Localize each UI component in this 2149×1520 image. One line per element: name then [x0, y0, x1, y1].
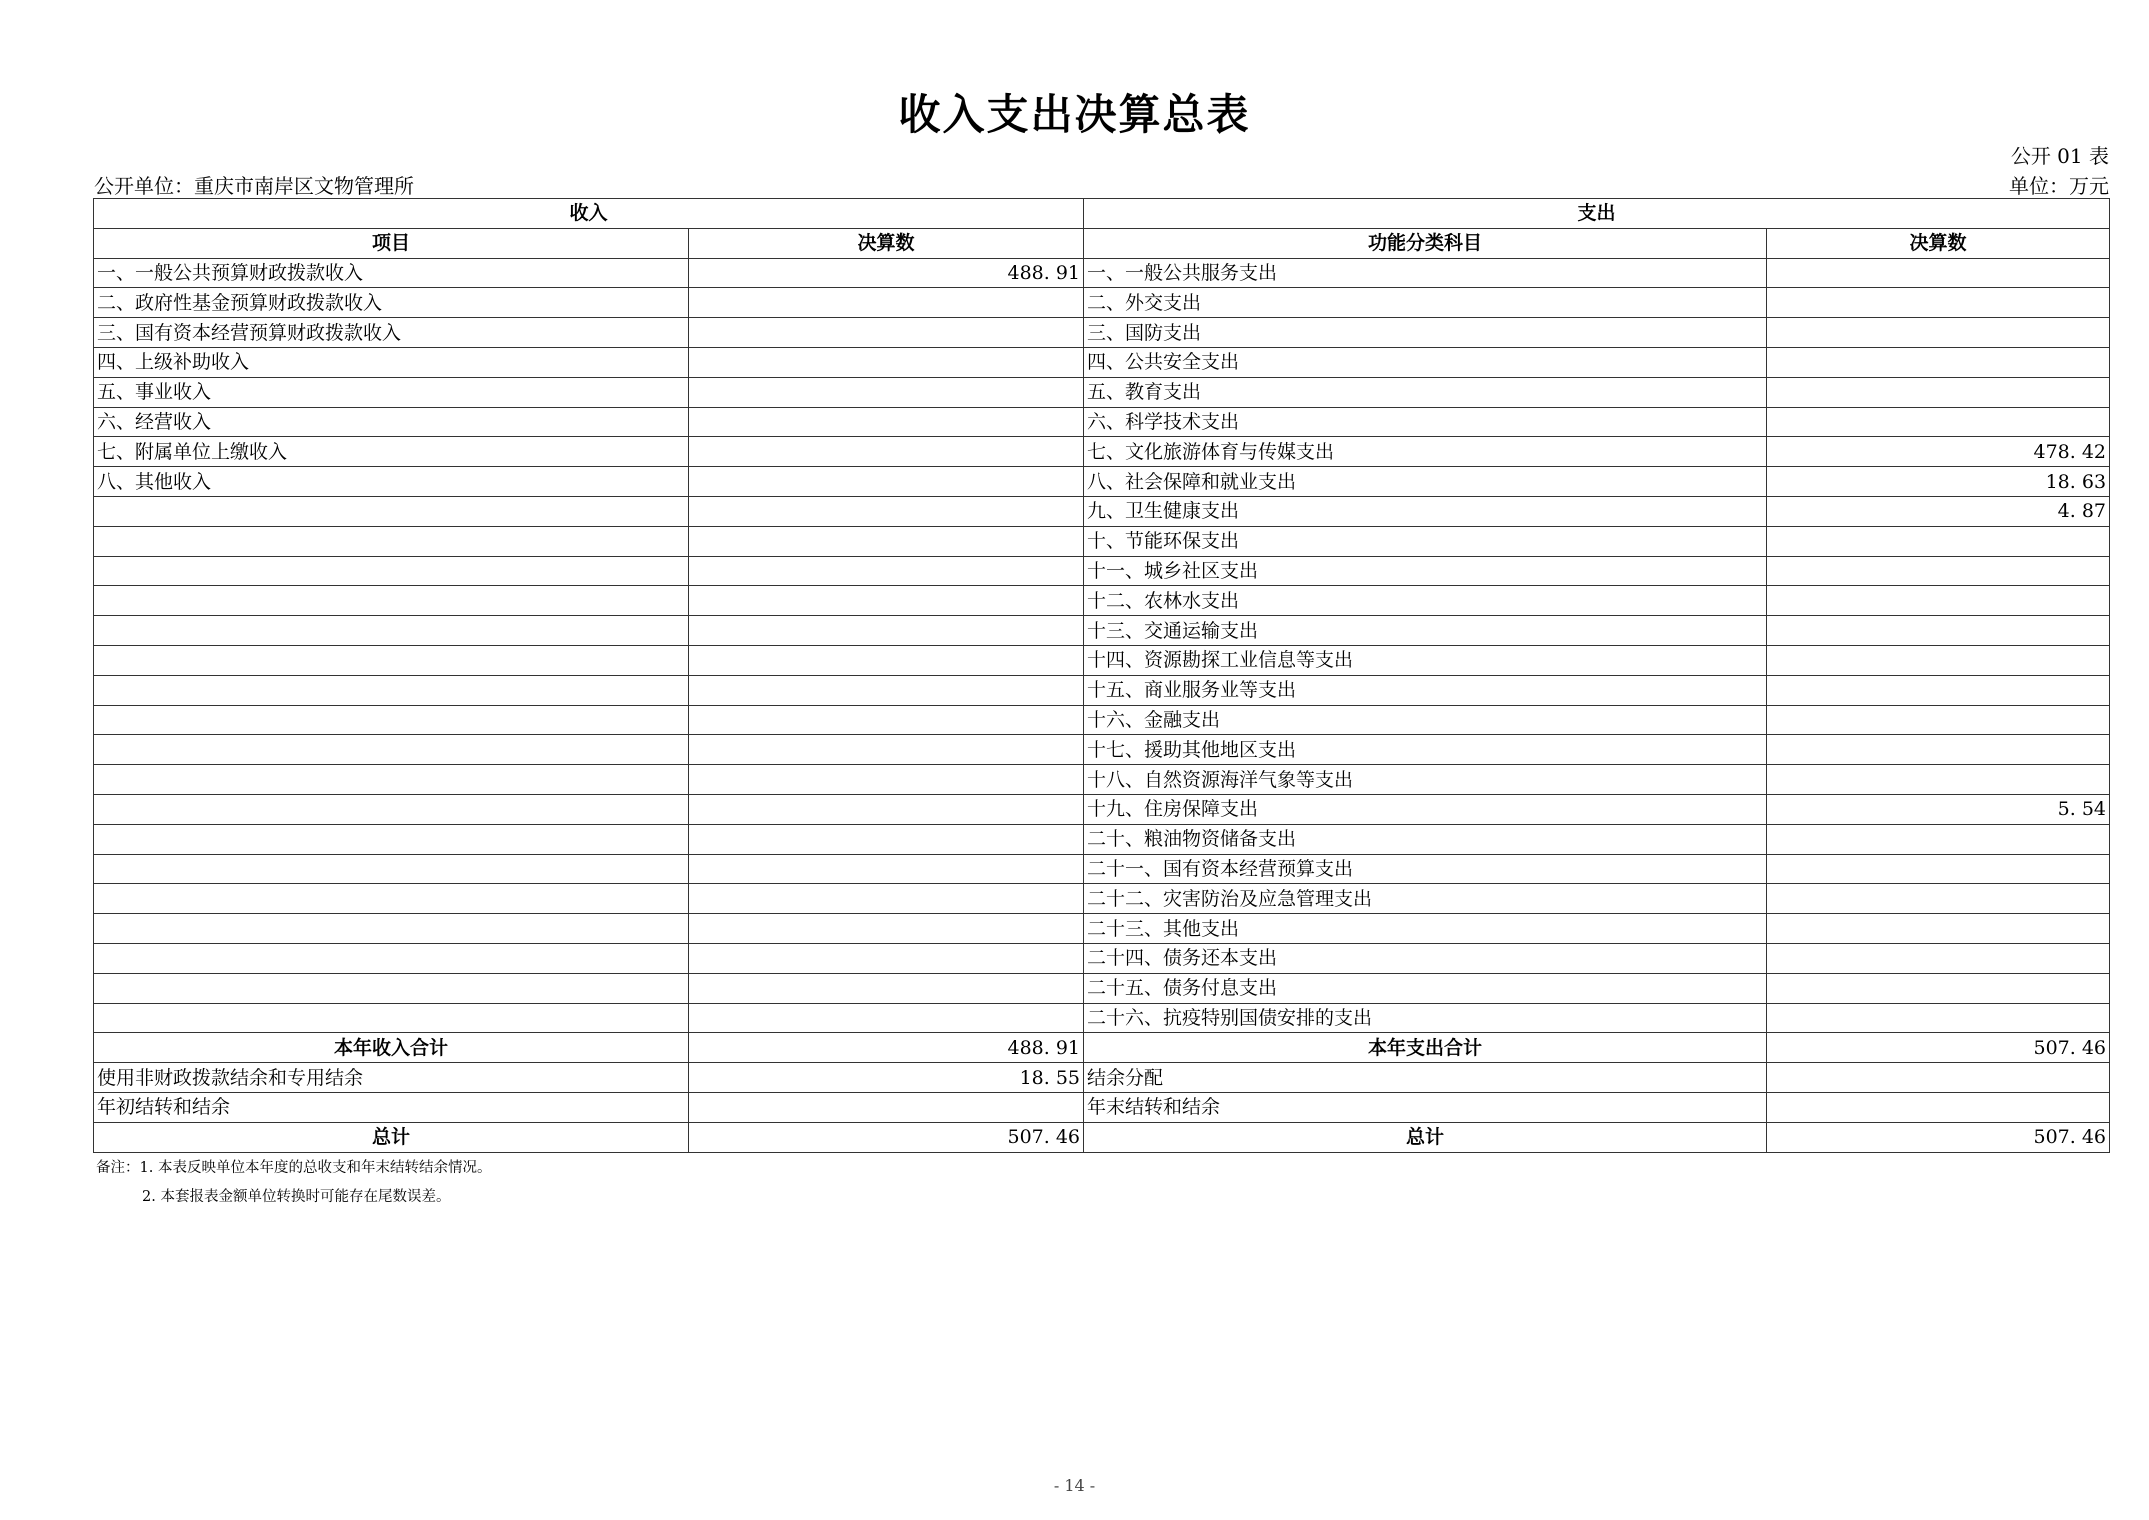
- table-row: [94, 288, 2110, 318]
- expense-item-cell: 三、国防支出: [1084, 318, 1767, 348]
- income-amount-cell: [689, 645, 1084, 675]
- expense-label-cell: 总计: [1084, 1122, 1767, 1152]
- expense-amount-cell: [1767, 556, 2110, 586]
- income-item-cell: [94, 705, 689, 735]
- page-title: 收入支出决算总表: [898, 90, 1251, 139]
- expense-amount-cell: [1767, 824, 2110, 854]
- table-row: [94, 258, 2110, 288]
- income-item-cell: [94, 586, 689, 616]
- table-row: [94, 794, 2110, 824]
- total-row: [94, 1122, 2110, 1152]
- expense-label-cell: 本年支出合计: [1084, 1033, 1767, 1063]
- expense-amount-cell: 478. 42: [1767, 437, 2110, 467]
- expense-item-cell: 十、节能环保支出: [1084, 526, 1767, 556]
- expense-item-cell: 五、教育支出: [1084, 377, 1767, 407]
- expense-amount-cell: [1767, 705, 2110, 735]
- expense-amount-cell: [1767, 675, 2110, 705]
- table-row: [94, 645, 2110, 675]
- expense-item-cell: 九、卫生健康支出: [1084, 496, 1767, 526]
- table-row: [94, 705, 2110, 735]
- income-amount-cell: [689, 407, 1084, 437]
- table-row: [94, 1063, 2110, 1093]
- income-item-cell: 七、附属单位上缴收入: [94, 437, 689, 467]
- income-item-cell: [94, 526, 689, 556]
- expense-amount-cell: 507. 46: [1767, 1033, 2110, 1063]
- income-amount-cell: [689, 765, 1084, 795]
- income-amount-cell: [689, 318, 1084, 348]
- expense-item-cell: 十六、金融支出: [1084, 705, 1767, 735]
- income-item-cell: 二、政府性基金预算财政拨款收入: [94, 288, 689, 318]
- income-item-cell: [94, 556, 689, 586]
- table-row: [94, 556, 2110, 586]
- expense-amount-cell: [1767, 854, 2110, 884]
- income-label-cell: 本年收入合计: [94, 1033, 689, 1063]
- expense-item-cell: 年末结转和结余: [1084, 1092, 1767, 1122]
- income-amount-cell: [689, 467, 1084, 497]
- column-header-item: 项目: [94, 228, 689, 258]
- table-row: [94, 854, 2110, 884]
- expense-amount-cell: [1767, 645, 2110, 675]
- income-amount-cell: [689, 705, 1084, 735]
- table-row: [94, 318, 2110, 348]
- income-amount-cell: [689, 794, 1084, 824]
- expense-item-cell: 十四、资源勘探工业信息等支出: [1084, 645, 1767, 675]
- expense-item-cell: 十七、援助其他地区支出: [1084, 735, 1767, 765]
- income-item-cell: [94, 496, 689, 526]
- expense-item-cell: 四、公共安全支出: [1084, 347, 1767, 377]
- expense-item-cell: 二十、粮油物资储备支出: [1084, 824, 1767, 854]
- note-2: 2. 本套报表金额单位转换时可能存在尾数误差。: [142, 1189, 451, 1205]
- expense-item-cell: 十五、商业服务业等支出: [1084, 675, 1767, 705]
- table-row: [94, 586, 2110, 616]
- expense-amount-cell: [1767, 407, 2110, 437]
- expense-item-cell: 二十四、债务还本支出: [1084, 943, 1767, 973]
- expense-item-cell: 六、科学技术支出: [1084, 407, 1767, 437]
- income-amount-cell: [689, 943, 1084, 973]
- income-amount-cell: [689, 496, 1084, 526]
- expense-item-cell: 一、一般公共服务支出: [1084, 258, 1767, 288]
- income-amount-cell: [689, 884, 1084, 914]
- table-row: [94, 765, 2110, 795]
- income-amount-cell: [689, 973, 1084, 1003]
- expense-item-cell: 结余分配: [1084, 1063, 1767, 1093]
- table-row: [94, 1092, 2110, 1122]
- column-header-func-subject: 功能分类科目: [1084, 228, 1767, 258]
- income-item-cell: [94, 1003, 689, 1033]
- income-amount-cell: [689, 735, 1084, 765]
- table-row: [94, 973, 2110, 1003]
- income-item-cell: [94, 645, 689, 675]
- expense-item-cell: 二十五、债务付息支出: [1084, 973, 1767, 1003]
- expense-amount-cell: [1767, 586, 2110, 616]
- note-1: 备注：1. 本表反映单位本年度的总收支和年末结转结余情况。: [96, 1160, 492, 1176]
- income-amount-cell: [689, 526, 1084, 556]
- income-item-cell: 一、一般公共预算财政拨款收入: [94, 258, 689, 288]
- page-number: - 14 -: [1053, 1476, 1096, 1495]
- expense-item-cell: 二十二、灾害防治及应急管理支出: [1084, 884, 1767, 914]
- table-row: [94, 467, 2110, 497]
- expense-item-cell: 十一、城乡社区支出: [1084, 556, 1767, 586]
- table-row: [94, 824, 2110, 854]
- income-item-cell: [94, 616, 689, 646]
- expense-item-cell: 二十一、国有资本经营预算支出: [1084, 854, 1767, 884]
- income-item-cell: [94, 973, 689, 1003]
- income-amount-cell: [689, 377, 1084, 407]
- table-row: [94, 884, 2110, 914]
- expense-amount-cell: 5. 54: [1767, 794, 2110, 824]
- expense-amount-cell: [1767, 1003, 2110, 1033]
- income-item-cell: 六、经营收入: [94, 407, 689, 437]
- income-section-header: 收入: [94, 199, 1084, 229]
- table-row: [94, 1003, 2110, 1033]
- income-amount-cell: [689, 854, 1084, 884]
- income-item-cell: [94, 794, 689, 824]
- income-item-cell: [94, 943, 689, 973]
- column-header-amount: 决算数: [689, 228, 1084, 258]
- income-item-cell: 五、事业收入: [94, 377, 689, 407]
- table-row: [94, 437, 2110, 467]
- income-item-cell: [94, 854, 689, 884]
- income-item-cell: [94, 735, 689, 765]
- column-header-row: [94, 228, 2110, 258]
- table-row: [94, 675, 2110, 705]
- income-item-cell: [94, 765, 689, 795]
- expense-amount-cell: [1767, 765, 2110, 795]
- income-amount-cell: [689, 616, 1084, 646]
- table-row: [94, 943, 2110, 973]
- expense-amount-cell: [1767, 288, 2110, 318]
- table-row: [94, 526, 2110, 556]
- expense-amount-cell: [1767, 735, 2110, 765]
- expense-amount-cell: 4. 87: [1767, 496, 2110, 526]
- form-number: 公开 01 表: [2010, 144, 2109, 168]
- expense-amount-cell: [1767, 973, 2110, 1003]
- expense-amount-cell: 18. 63: [1767, 467, 2110, 497]
- income-amount-cell: 507. 46: [689, 1122, 1084, 1152]
- expense-amount-cell: [1767, 1092, 2110, 1122]
- income-item-cell: [94, 675, 689, 705]
- expense-amount-cell: 507. 46: [1767, 1122, 2110, 1152]
- income-amount-cell: [689, 1003, 1084, 1033]
- income-amount-cell: [689, 824, 1084, 854]
- income-item-cell: 四、上级补助收入: [94, 347, 689, 377]
- income-item-cell: 使用非财政拨款结余和专用结余: [94, 1063, 689, 1093]
- income-item-cell: [94, 824, 689, 854]
- income-amount-cell: 488. 91: [689, 258, 1084, 288]
- expense-amount-cell: [1767, 1063, 2110, 1093]
- income-amount-cell: 18. 55: [689, 1063, 1084, 1093]
- expense-amount-cell: [1767, 347, 2110, 377]
- table-row: [94, 616, 2110, 646]
- income-amount-cell: [689, 288, 1084, 318]
- expense-item-cell: 十八、自然资源海洋气象等支出: [1084, 765, 1767, 795]
- expense-amount-cell: [1767, 526, 2110, 556]
- income-label-cell: 总计: [94, 1122, 689, 1152]
- expense-amount-cell: [1767, 884, 2110, 914]
- income-item-cell: 三、国有资本经营预算财政拨款收入: [94, 318, 689, 348]
- expense-section-header: 支出: [1084, 199, 2110, 229]
- currency-unit: 单位：万元: [2009, 174, 2109, 198]
- income-amount-cell: [689, 1092, 1084, 1122]
- expense-item-cell: 十二、农林水支出: [1084, 586, 1767, 616]
- income-item-cell: 年初结转和结余: [94, 1092, 689, 1122]
- income-item-cell: [94, 884, 689, 914]
- section-header-row: [94, 199, 2110, 229]
- reporting-unit: 公开单位：重庆市南岸区文物管理所: [94, 174, 414, 198]
- expense-item-cell: 十九、住房保障支出: [1084, 794, 1767, 824]
- income-item-cell: [94, 914, 689, 944]
- expense-item-cell: 七、文化旅游体育与传媒支出: [1084, 437, 1767, 467]
- expense-item-cell: 十三、交通运输支出: [1084, 616, 1767, 646]
- column-header-amount-2: 决算数: [1767, 228, 2110, 258]
- expense-amount-cell: [1767, 914, 2110, 944]
- expense-item-cell: 二十六、抗疫特别国债安排的支出: [1084, 1003, 1767, 1033]
- table-row: [94, 735, 2110, 765]
- table-row: [94, 914, 2110, 944]
- expense-item-cell: 二十三、其他支出: [1084, 914, 1767, 944]
- expense-amount-cell: [1767, 318, 2110, 348]
- subtotal-row: [94, 1033, 2110, 1063]
- income-expense-table: [93, 198, 2110, 1153]
- income-amount-cell: [689, 914, 1084, 944]
- income-amount-cell: [689, 675, 1084, 705]
- income-amount-cell: [689, 437, 1084, 467]
- expense-item-cell: 二、外交支出: [1084, 288, 1767, 318]
- expense-amount-cell: [1767, 377, 2110, 407]
- table-row: [94, 377, 2110, 407]
- income-amount-cell: [689, 347, 1084, 377]
- expense-amount-cell: [1767, 616, 2110, 646]
- income-amount-cell: [689, 556, 1084, 586]
- expense-item-cell: 八、社会保障和就业支出: [1084, 467, 1767, 497]
- income-amount-cell: [689, 586, 1084, 616]
- table-row: [94, 496, 2110, 526]
- income-amount-cell: 488. 91: [689, 1033, 1084, 1063]
- expense-amount-cell: [1767, 943, 2110, 973]
- table-row: [94, 407, 2110, 437]
- table-row: [94, 347, 2110, 377]
- income-item-cell: 八、其他收入: [94, 467, 689, 497]
- notes: [96, 1154, 491, 1212]
- expense-amount-cell: [1767, 258, 2110, 288]
